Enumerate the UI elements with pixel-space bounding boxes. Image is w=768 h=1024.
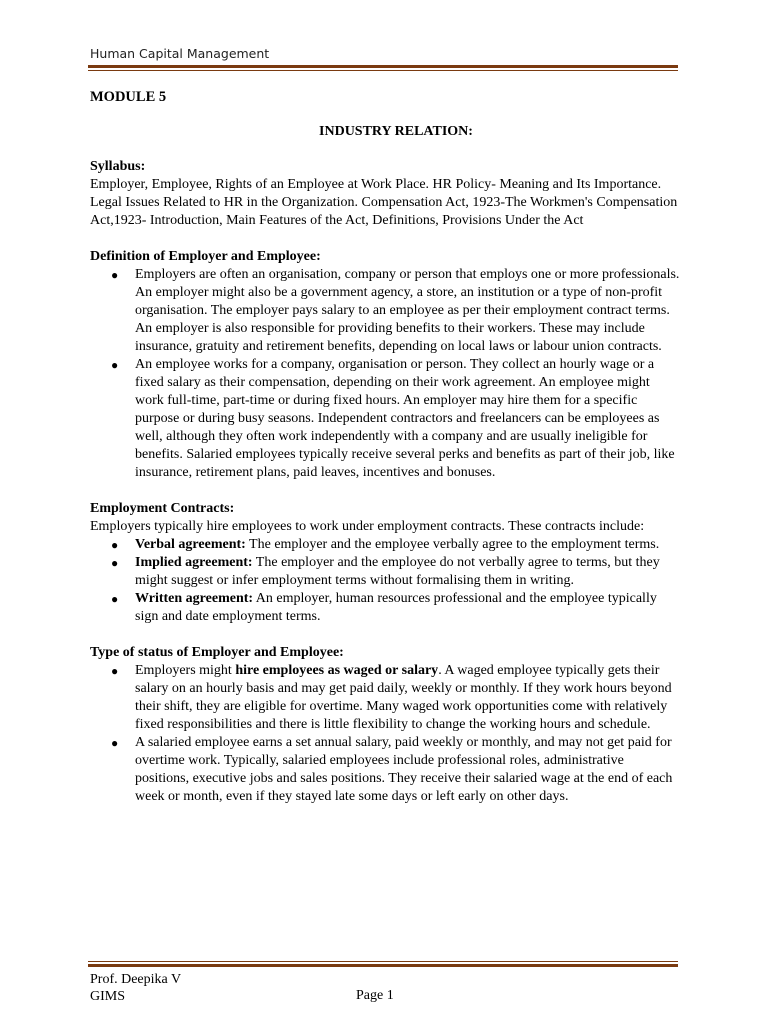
list-item: [111, 662, 680, 734]
list-item-emphasis: hire employees as waged or salary: [235, 663, 439, 678]
list-item-text: A salaried employee earns a set annual salary, paid weekly or monthly, and may not get paid for overtime work. Typically, salaried employees include professional roles, administrative positions, executive jobs and sales positions. They receive their salaried wage at the end of each week or month, even if they stayed late some days or left early on other days.: [135, 735, 673, 804]
list-item-term: Written agreement:: [135, 591, 254, 606]
contracts-list: [90, 536, 680, 626]
list-item-term: Implied agreement:: [135, 555, 253, 570]
list-item: [111, 590, 680, 626]
page-number: Page 1: [356, 988, 394, 1003]
list-item: [111, 356, 680, 482]
bullet-icon: ●: [111, 736, 119, 750]
header-rule-thick: [88, 65, 678, 68]
list-item-text: The employer and the employee verbally agree to the employment terms.: [245, 537, 660, 552]
list-item-text-pre: Employers might: [135, 663, 236, 678]
list-item-term: Verbal agreement:: [135, 537, 246, 552]
bullet-icon: ●: [111, 592, 119, 606]
bullet-icon: ●: [111, 664, 119, 678]
bullet-icon: ●: [111, 358, 119, 372]
syllabus-text: Employer, Employee, Rights of an Employee at Work Place. HR Policy- Meaning and Its Importance. Legal Issues Related to HR in the Organization. Compensation Act, 1923-The Workmen's Compensation Act,1923- Introduction, Main Features of the Act, Definitions, Provisions Under the Act: [90, 177, 678, 228]
status-heading: Type of status of Employer and Employee:: [90, 645, 344, 660]
running-header: Human Capital Management: [90, 46, 270, 61]
list-item: [111, 734, 680, 806]
module-title: MODULE 5: [90, 89, 167, 105]
page-content: [90, 88, 680, 806]
definition-list: [90, 266, 680, 482]
header-rule-thin: [88, 70, 678, 71]
bullet-icon: ●: [111, 556, 119, 570]
list-item-text: The employer and the employee do not verbally agree to terms, but they might suggest or infer employment terms without formalising them in writing.: [135, 555, 660, 588]
list-item-text: An employee works for a company, organisation or person. They collect an hourly wage or a fixed salary as their compensation, depending on their work agreement. An employee might work full-time, part-time or during fixed hours. An employer may hire them for a specific purpose or during busy seasons. Independent contractors and freelancers can be employees as well, although they often work independently with a company and are usually ineligible for benefits. Salaried employees typically receive several perks and benefits as part of their job, like insurance, retirement plans, paid leaves, incentives and bonuses.: [135, 357, 675, 480]
list-item: [111, 554, 680, 590]
list-item-text: An employer, human resources professional and the employee typically sign and date employment terms.: [135, 591, 657, 624]
contracts-heading: Employment Contracts:: [90, 501, 235, 516]
definition-heading: Definition of Employer and Employee:: [90, 249, 321, 264]
footer-author: Prof. Deepika V: [90, 972, 182, 987]
contracts-intro: Employers typically hire employees to work under employment contracts. These contracts include:: [90, 519, 645, 534]
status-list: [90, 662, 680, 806]
list-item-text: Employers are often an organisation, company or person that employs one or more professionals. An employer might also be a government agency, a store, an institution or a type of non-profit organisation. The employer pays salary to an employee as per their employment contract terms. An employer is also responsible for providing benefits to their workers. These may include insurance, gratuity and retirement benefits, depending on local laws or labour union contracts.: [135, 267, 680, 354]
footer-rule-thick: [88, 964, 678, 967]
section-title: INDUSTRY RELATION:: [319, 124, 473, 139]
footer-rule-thin: [88, 961, 678, 962]
bullet-icon: ●: [111, 268, 119, 282]
bullet-icon: ●: [111, 538, 119, 552]
list-item-text-post: . A waged employee typically gets their salary on an hourly basis and may get paid daily, weekly or monthly. If they work hours beyond their shift, they are eligible for overtime. Many waged work opportunities come with relatively fixed responsibilities and there is little flexibility to change the working hours and schedule.: [135, 663, 672, 732]
list-item: [111, 266, 680, 356]
footer-author-block: [90, 971, 181, 1005]
footer-institute: GIMS: [90, 989, 126, 1004]
syllabus-heading: Syllabus:: [90, 159, 146, 174]
list-item: [111, 536, 680, 554]
